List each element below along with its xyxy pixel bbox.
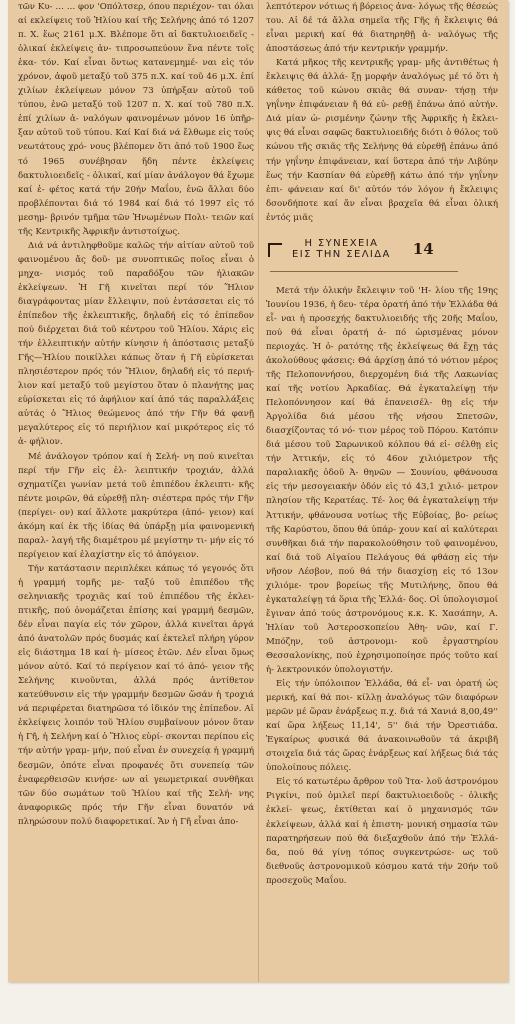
paragraph: Μετά τήν ὁλικήν ἔκλειψιν τοῦ 'Η- λίου τῆς 19ης Ἰουνίου 1936, ἡ δευ- τέρα ὁρατή ἀπό τήν Ἑλλάδα θά εἶ- ναι ἡ προσεχής δακτυλιοειδής τῆς 20ῆς Μαΐου, πού θά εἶναι ὁρατή ἀ- πό ὡρισμένας μόνον περιοχάς. Ἡ ὁ- ρατότης τῆς ἐκλείψεως θά ἔχῃ τάς ἀκολούθους φάσεις: Θά ἀρχίσῃ ἀπό τό νότιον μέρος τῆς Πελοποννήσου, διερχομένη διά τῆς Λακωνίας καί τῆς νοτίου Ἀρκαδίας. Θά ἐγκαταλείψῃ τήν Πελοπόννησον καί θά ἐπανεισέλ- θῃ εἰς τήν Ἀργολίδα διά μέσου τῆς νήσου Σπετσῶν, διασχίζοντας τό νό- τιον μέρος τοῦ Πόρου. Κατόπιν διά μέσου τοῦ Σαρωνικοῦ κόλπου θά εἰ- σέλθῃ εἰς τήν Ἀττικήν, εἰς τό 46ον χιλιόμετρον τῆς παραλιακῆς ὁδοῦ Ἀ- θηνῶν — Σουνίου, φθάνουσα εἰς τήν μεσογειακήν ὁδόν εἰς τό 43,1 χιλιό- μετρον πλησίον τῆς Κερατέας. Τέ- λος θά ἐγκαταλείψῃ τήν Ἀττικήν, φθάνουσα νοτίως τῆς Εὐβοίας, βο- ρείως τῆς Καρύστου, ὅπου θά ὑπάρ- χουν καί αἱ καλύτεραι συνθῆκαι διά τήν παρακολούθησιν τοῦ φαινομένου, καί διά τοῦ Αἰγαίου Πελάγους θά φθάσῃ εἰς τήν νῆσον Λέσβον, πού θά τήν διασχίσῃ εἰς τό 13ον χιλιόμε- τρον βορείως τῆς Μυτιλήνης, ὅπου θά ἐγκαταλείψῃ τά ὅρια τῆς Ἑλλά- δος. Οἱ ὑπολογισμοί ἔγιναν ἀπό τούς ἀστρονόμους κ.κ. Κ. Χασάπην, Α. Ἡλίαν τοῦ Ἀστεροσκοπείου Ἀθη- νῶν, καί Γ. Μπόζην, τοῦ ἀστρονομι- κοῦ ἐργαστηρίου Θεσσαλονίκης, πού ἐχρησιμοποίησε πρός τοῦτο καί ἠ- λεκτρονικόν ὑπολογιστήν.: [266, 285, 498, 676]
continued-notice: [266, 229, 498, 269]
paragraph: τῶν Κυ- … ... φον 'Οπόλτσερ, όπου περιέχον- ται όλαι αί εκλείψεις τοῦ Ἡλίου καί τῆς Σελήνης ἀπό τό 1207 π. Χ. ἕως 2161 μ.Χ. Βλέπομε ὅτι αἱ δακτυλιοειδεῖς - ὁλικαί ἐκλείψεις ἀν- τιπροσωπεύουν ἕνα πέντε τοῖς ἑκα- τόν. Καί εἶναι ὅντως κατανεμημέ- ναι εἰς τόν χρόνον, ἀφοῦ μεταξύ τοῦ 375 π.Χ. καί τοῦ 46 μ.Χ. ἐπί χιλίων ἐκλείψεων μόνον 73 ὑπήρξαν αὐτοῦ τοῦ τύπου, ἐνῶ μεταξύ τοῦ 1207 π. Χ. καί τοῦ 780 π.Χ. ἐπί χιλίων ἀ- ναλόγων φαινομένων μόνον 16 ὑπῆρ- ξαν αὐτοῦ τοῦ τύπου. Καί Καί διά νά ἔλθωμε εἰς τούς νεωτάτους χρό- νους βλέπομεν ὅτι ἀπό τοῦ 1900 ἕως τό 1965 συνέβησαν ἤδη πέντε ἐκλείψεις δακτυλιοειδεῖς - ὁλικαί, καί μίαν ἀνάλογον θά ἔχωμε καί ἐ- φέτος κατά τήν 20ήν Μαΐου, ἐνῶ ἄλλαι δύο προβλέπονται διά τό 1984 καί διά τό 1997 εἰς τό μεσημ- βρινόν τμῆμα τῶν Ἡνωμένων Πολι- τειῶν καί τῆς Κεντρικῆς Ἀφρικῆν ἀντιστοίχως.: [18, 2, 254, 237]
paragraph: λεπτότερον νότιως ή βόρειος ἀνα- λόγως τῆς θέσεώς του. Αἱ δέ τά ἄλλα σημεῖα τῆς Γῆς ἡ ἔκλειψις θά εἶναι μερική καί θά διατηρηθῇ ἀ- ναλόγως τῆς ἀποστάσεως ἀπό τήν κεντρικήν γραμμήν.: [266, 2, 498, 55]
continued-label: [292, 238, 391, 260]
continued-line-2: ΕΙΣ ΤΗΝ ΣΕΛΙΔΑ: [292, 248, 391, 260]
paragraph: Τήν κατάστασιν περιπλέκει κάπως τό γεγονός ὅτι ἡ γραμμή τομῆς με- ταξύ τοῦ ἐπιπέδου τῆς σεληνιακῆς τροχιᾶς καί τοῦ ἐπιπέδου τῆς ἐκλει- πτικῆς, πού ὀνομάζεται ἐπίσης καί γραμμή δεσμῶν, δέν εἶναι παγία εἰς τόν χῶρον, ἀλλά κινεῖται ἀργά ἀπό ἀνατολῶν πρός δυσμάς καί ἐκτελεῖ πλήρη γύρον εἰς διάστημα 18 καί ἡ- μίσεος ἐτῶν. Δέν εἶναι ὅμως μόνον αὐτό. Καί τό περίγειον καί τό ἀπό- γειον τῆς Σελήνης κινοῦνται, ἀλλά πρός ἀντίθετον κατεύθυνσιν εἰς τήν γραμμήν δεσμῶν ὥσάν ἡ τροχιά νά περιφέρεται διατηρῶσα τό ἰδικόν της ἐπίπεδον. Αἱ ἐκλείψεις λοιπόν τοῦ Ἡλίου συμβαίνουν μόνον ὅταν ἡ Γῆ, ἡ Σελήνη καί ὁ Ἥλιος εὑρί- σκονται περίπου εἰς τήν αὐτήν γραμ- μήν, πού εἶναι ἐν συνεχείᾳ ἡ γραμμή δεσμῶν, ὁπότε εἶναι προφανές ὅτι συνεπείᾳ τῶν ἐναφερθεισῶν κινήσε- ων αἱ γεωμετρικαί συνθῆκαι τῶν δύο σωμάτων τοῦ Ἡλίου καί τῆς Σελή- νης ἀναφορικῶς πρός τήν Γῆν εἶναι δυνατόν νά πληρώσουν πολύ διαφορετικαί. Ἄν ἡ Γῆ εἶναι ἀπο-: [18, 563, 254, 827]
left-column: [18, 0, 254, 982]
paragraph: Εἰς τήν ὑπόλοιπον Ἑλλάδα, θά εἶ- ναι ὁρατή ὡς μερική, καί θά ποι- κίλλῃ ἀναλόγως τῶν διαφόρων μερῶν μέ ὥραν ἐνάρξεως π.χ. διά τά Χανιά 8,00,49'' καί ὥρα λήξεως 11,14', 5'' διά τήν Ὀρεστιάδα. Ἐγκαίρως φυσικά θά ἀνακοινωθοῦν τά ἀκριβῆ στοιχεῖα διά τάς ὥρας ἐνάρξεως καί λήξεως διά τάς ὑπολοίπους πόλεις.: [266, 679, 498, 774]
paragraph: Εἰς τό κατωτέρω ἄρθρον τοῦ Ἰτα- λοῦ ἀστρονόμου Ριγκίνι, πού ὁμιλεῖ περί δακτυλιοειδοῦς - ὁλικῆς ἐκλεί- ψεως, ἐκτίθεται καί ὁ μηχανισμός τῶν ἐκλείψεων, ἀλλά καί ἡ ἐπιστη- μονική σημασία τῶν παρατηρήσεων πού θά διεξαχθοῦν ἀπό τήν Ἑλλά- δα, πού θά γίνῃ τόπος συγκεντρώσε- ως τοῦ διεθνοῦς ἀστρονομικοῦ κόσμου κατά τήν 20ήν τοῦ προσεχοῦς Μαΐου.: [266, 777, 498, 886]
section-rule: [270, 271, 458, 272]
paragraph: Κατά μῆκος τῆς κεντρικῆς γραμ- μῆς ἀντιθέτως ἡ ἔκλειψις θά ἀλλά- ξῃ μορφήν ἀναλόγως μέ τό ὅτι ἡ κάθετος τοῦ κώνου σκιᾶς θά συναν- τήσῃ τήν γηΐνην ἐπιφάνειαν ἤ θά εὑ- ρεθῇ ἐπάνω ἀπό αὐτήν. Διά μίαν ὡ- ρισμένην ζώνην τῆς Ἀφρικῆς ἡ ἔκλει- ψις θά εἶναι σαφῶς δακτυλιοειδής διότι ὁ θόλος τοῦ κώνου τῆς σκιᾶς τῆς Σελήνης θά εὑρεθῇ ἐπάνω ἀπό τήν γηΐνην ἐπιφάνειαν, καί ὕστερα ἀπό τήν Λιβύην ἕως τήν Κασπίαν θά εὑρεθῇ κάτω ἀπό τήν γηΐνην ἐπι- φάνειαν καί δι' αὐτόν τόν λόγον ἡ ἔκλειψις δσονδήποτε καί ἄν εἶναι βραχεῖα θά εἶναι ὁλική ἐντός μιᾶς: [266, 58, 498, 223]
continued-page-number: 14: [412, 239, 434, 258]
corner-arrow-icon: [266, 241, 282, 257]
newspaper-clipping: [8, 0, 508, 982]
column-divider: [258, 0, 259, 982]
paragraph: Μέ ἀνάλογον τρόπον καί ἡ Σελή- νη πού κινεῖται περί τήν Γῆν εἰς ἐλ- λειπτικήν τροχιάν, ἀλλά σχηματίζει γωνίαν μετά τοῦ ἐπιπέδου ἐκλειπτι- κῆς πέντε μοιρῶν, θά εὑρεθῇ πλη- σιέστερα πρός τήν Γῆν (περίγει- ον) καί ἄλλοτε μακρύτερα (ἀπό- γειον) καί ἀκόμη καί ἐκ τῆς ἰδίας θά ὑπάρξῃ μία φαινομενική παραλ- λαγή τῆς διαμέτρου μέ μεγίστην τι- μήν εἰς τό περίγειον καί ἐλαχίστην εἰς τό ἀπόγειον.: [18, 451, 254, 560]
right-column: [266, 0, 498, 982]
continued-line-1: Η ΣΥΝΕΧΕΙΑ: [304, 237, 379, 249]
paragraph: Διά νά ἀντιληφθοῦμε καλῶς τήν αἰτίαν αὐτοῦ τοῦ φαινομένου ἄς δοῦ- με συνοπτικῶς ποῖος εἶναι ὁ μηχα- νισμός τοῦ παραδόξου τῶν ἡλιακῶν ἐκλείψεων. Ἡ Γῆ κινεῖται περί τόν Ἥλιον διαγράφοντας μίαν ἔλλειψιν, πού ἐντάσσεται εἰς τό ἐπίπεδον τῆς ἐκλειπτικῆς, δηλαδή εἰς τό ἐπίπεδον πού διέρχεται διά τοῦ κέντρου τοῦ Ἡλίου. Χάρις εἰς τήν ἐλλειπτικήν αὐτήν κίνησιν ἡ ἀπόστασις μεταξύ Γῆς—Ἡλίου ποικίλλει κάπως ὅταν ἡ Γῆ εὑρίσκεται πλησιέστερον πρός τόν Ἥλιον, δηλαδή εἰς τό περιή- λιον καί μεταξύ τοῦ μεγίστου ὅταν ὁ πλανήτης μας εὑρίσκεται εἰς τό ἀφήλιον καί ἀπό τάς παραλλάξεις αὐτάς ὁ Ἥλιος θεώμενος ἀπό τήν Γῆν θά φανῇ μεγαλύτερος εἰς τό περιήλιον καί μικρότερος εἰς τό ἀ- φήλιον.: [18, 240, 254, 448]
